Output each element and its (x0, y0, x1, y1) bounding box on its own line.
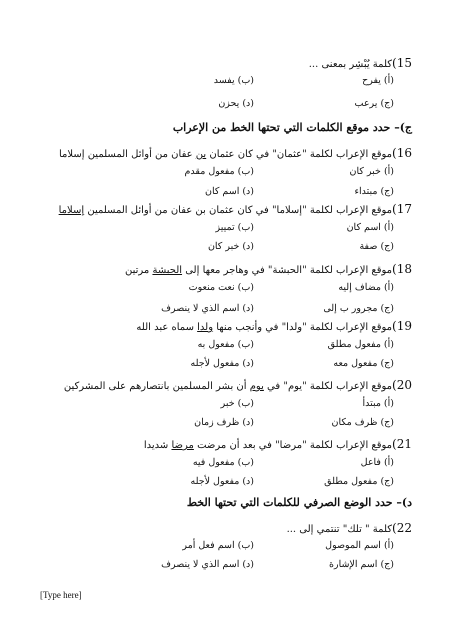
question-text-end: أن بشر المسلمين بانتصارهم على المشركين (63, 381, 250, 392)
option-d: (د) مفعول لأجله (190, 476, 254, 487)
underlined-word: يوم (249, 381, 264, 392)
question-18 (125, 262, 412, 278)
question-22 (287, 521, 412, 537)
option-d: (د) يحزن (218, 98, 254, 109)
option-a: (أ) فاعل (360, 457, 394, 468)
question-15 (309, 56, 412, 72)
option-a: (أ) اسم الموصول (325, 540, 394, 551)
option-d: (د) مفعول لأجله (190, 358, 254, 369)
option-b: (ب) خبر (220, 398, 254, 409)
option-c: (ج) صفة (359, 241, 394, 252)
question-number: 21) (392, 437, 412, 451)
underlined-word: إسلاما (58, 205, 85, 216)
page-footer[interactable]: [Type here] (40, 590, 82, 600)
question-number: 17) (392, 202, 412, 216)
question-number: 22) (392, 521, 412, 535)
option-c: (ج) مفعول مطلق (324, 476, 394, 487)
option-a: (أ) يفرح (362, 75, 394, 86)
question-text: موقع الإعراب لكلمة "مرضا" في بعد أن مرضت (193, 440, 393, 451)
option-b: (ب) مفعول فيه (192, 457, 254, 468)
underlined-word: ولدا (197, 322, 214, 333)
question-text: موقع الإعراب لكلمة "إسلاما" في كان عثمان بن عفان من أوائل المسلمين (84, 205, 393, 216)
option-a: (أ) مفعول مطلق (327, 339, 394, 350)
underlined-word: الحبشة (152, 265, 183, 276)
question-text: موقع الإعراب لكلمة "عثمان" في كان عثمان (206, 149, 393, 160)
option-b: (ب) مفعول به (197, 339, 254, 350)
option-c: (ج) يرعب (354, 98, 394, 109)
option-b: (ب) يفسد (213, 75, 254, 86)
option-d: (د) ظرف زمان (194, 417, 254, 428)
option-a: (أ) مضاف إليه (338, 282, 394, 293)
question-text: موقع الإعراب لكلمة "ولدا" في وأنجب منها (213, 322, 393, 333)
question-number: 18) (392, 262, 412, 276)
question-number: 20) (392, 378, 412, 392)
option-d: (د) اسم الذي لا ينصرف (161, 303, 254, 314)
option-c: (ج) مبتداء (354, 186, 394, 197)
option-b: (ب) مفعول مقدم (184, 166, 254, 177)
option-d: (د) اسم كان (205, 186, 254, 197)
question-text-end: سماه عبد الله (136, 322, 198, 333)
question-16 (59, 146, 412, 162)
option-b: (ب) تمييز (215, 222, 254, 233)
question-text-end: شديدا (143, 440, 172, 451)
section-heading-parsing: ج)– حدد موقع الكلمات التي تحتها الخط من الإعراب (172, 121, 412, 134)
question-text-end: مرتين (124, 265, 153, 276)
question-text: موقع الإعراب لكلمة "الحبشة" في وهاجر معها إلى (182, 265, 393, 276)
question-text: موقع الإعراب لكلمة "يوم" في (263, 381, 393, 392)
underlined-word: بن (195, 149, 207, 160)
section-heading-morphology: د)– حدد الوضع الصرفي للكلمات التي تحتها الخط (186, 496, 412, 509)
question-text: كلمة يُبْشِر بمعنى ... (308, 59, 393, 70)
question-text-end: عفان من أوائل المسلمين إسلاما (58, 149, 196, 160)
question-21 (144, 437, 412, 453)
option-d: (د) اسم الذي لا ينصرف (161, 559, 254, 570)
option-a: (أ) مبتدأ (362, 398, 394, 409)
question-17 (59, 202, 412, 218)
question-number: 15) (392, 56, 412, 70)
question-number: 19) (392, 319, 412, 333)
option-a: (أ) خبر كان (349, 166, 394, 177)
option-d: (د) خبر كان (207, 241, 254, 252)
question-19 (136, 319, 412, 335)
option-c: (ج) ظرف مكان (331, 417, 394, 428)
option-c: (ج) مفعول معه (333, 358, 394, 369)
option-c: (ج) مجرور ب إلى (323, 303, 394, 314)
option-c: (ج) اسم الإشارة (329, 559, 394, 570)
option-b: (ب) اسم فعل أمر (182, 540, 254, 551)
option-a: (أ) اسم كان (346, 222, 394, 233)
question-number: 16) (392, 146, 412, 160)
question-text: كلمة " تلك" تنتمي إلى ... (286, 524, 393, 535)
question-20 (64, 378, 412, 394)
underlined-word: مرضا (171, 440, 194, 451)
option-b: (ب) نعت منعوت (188, 282, 254, 293)
